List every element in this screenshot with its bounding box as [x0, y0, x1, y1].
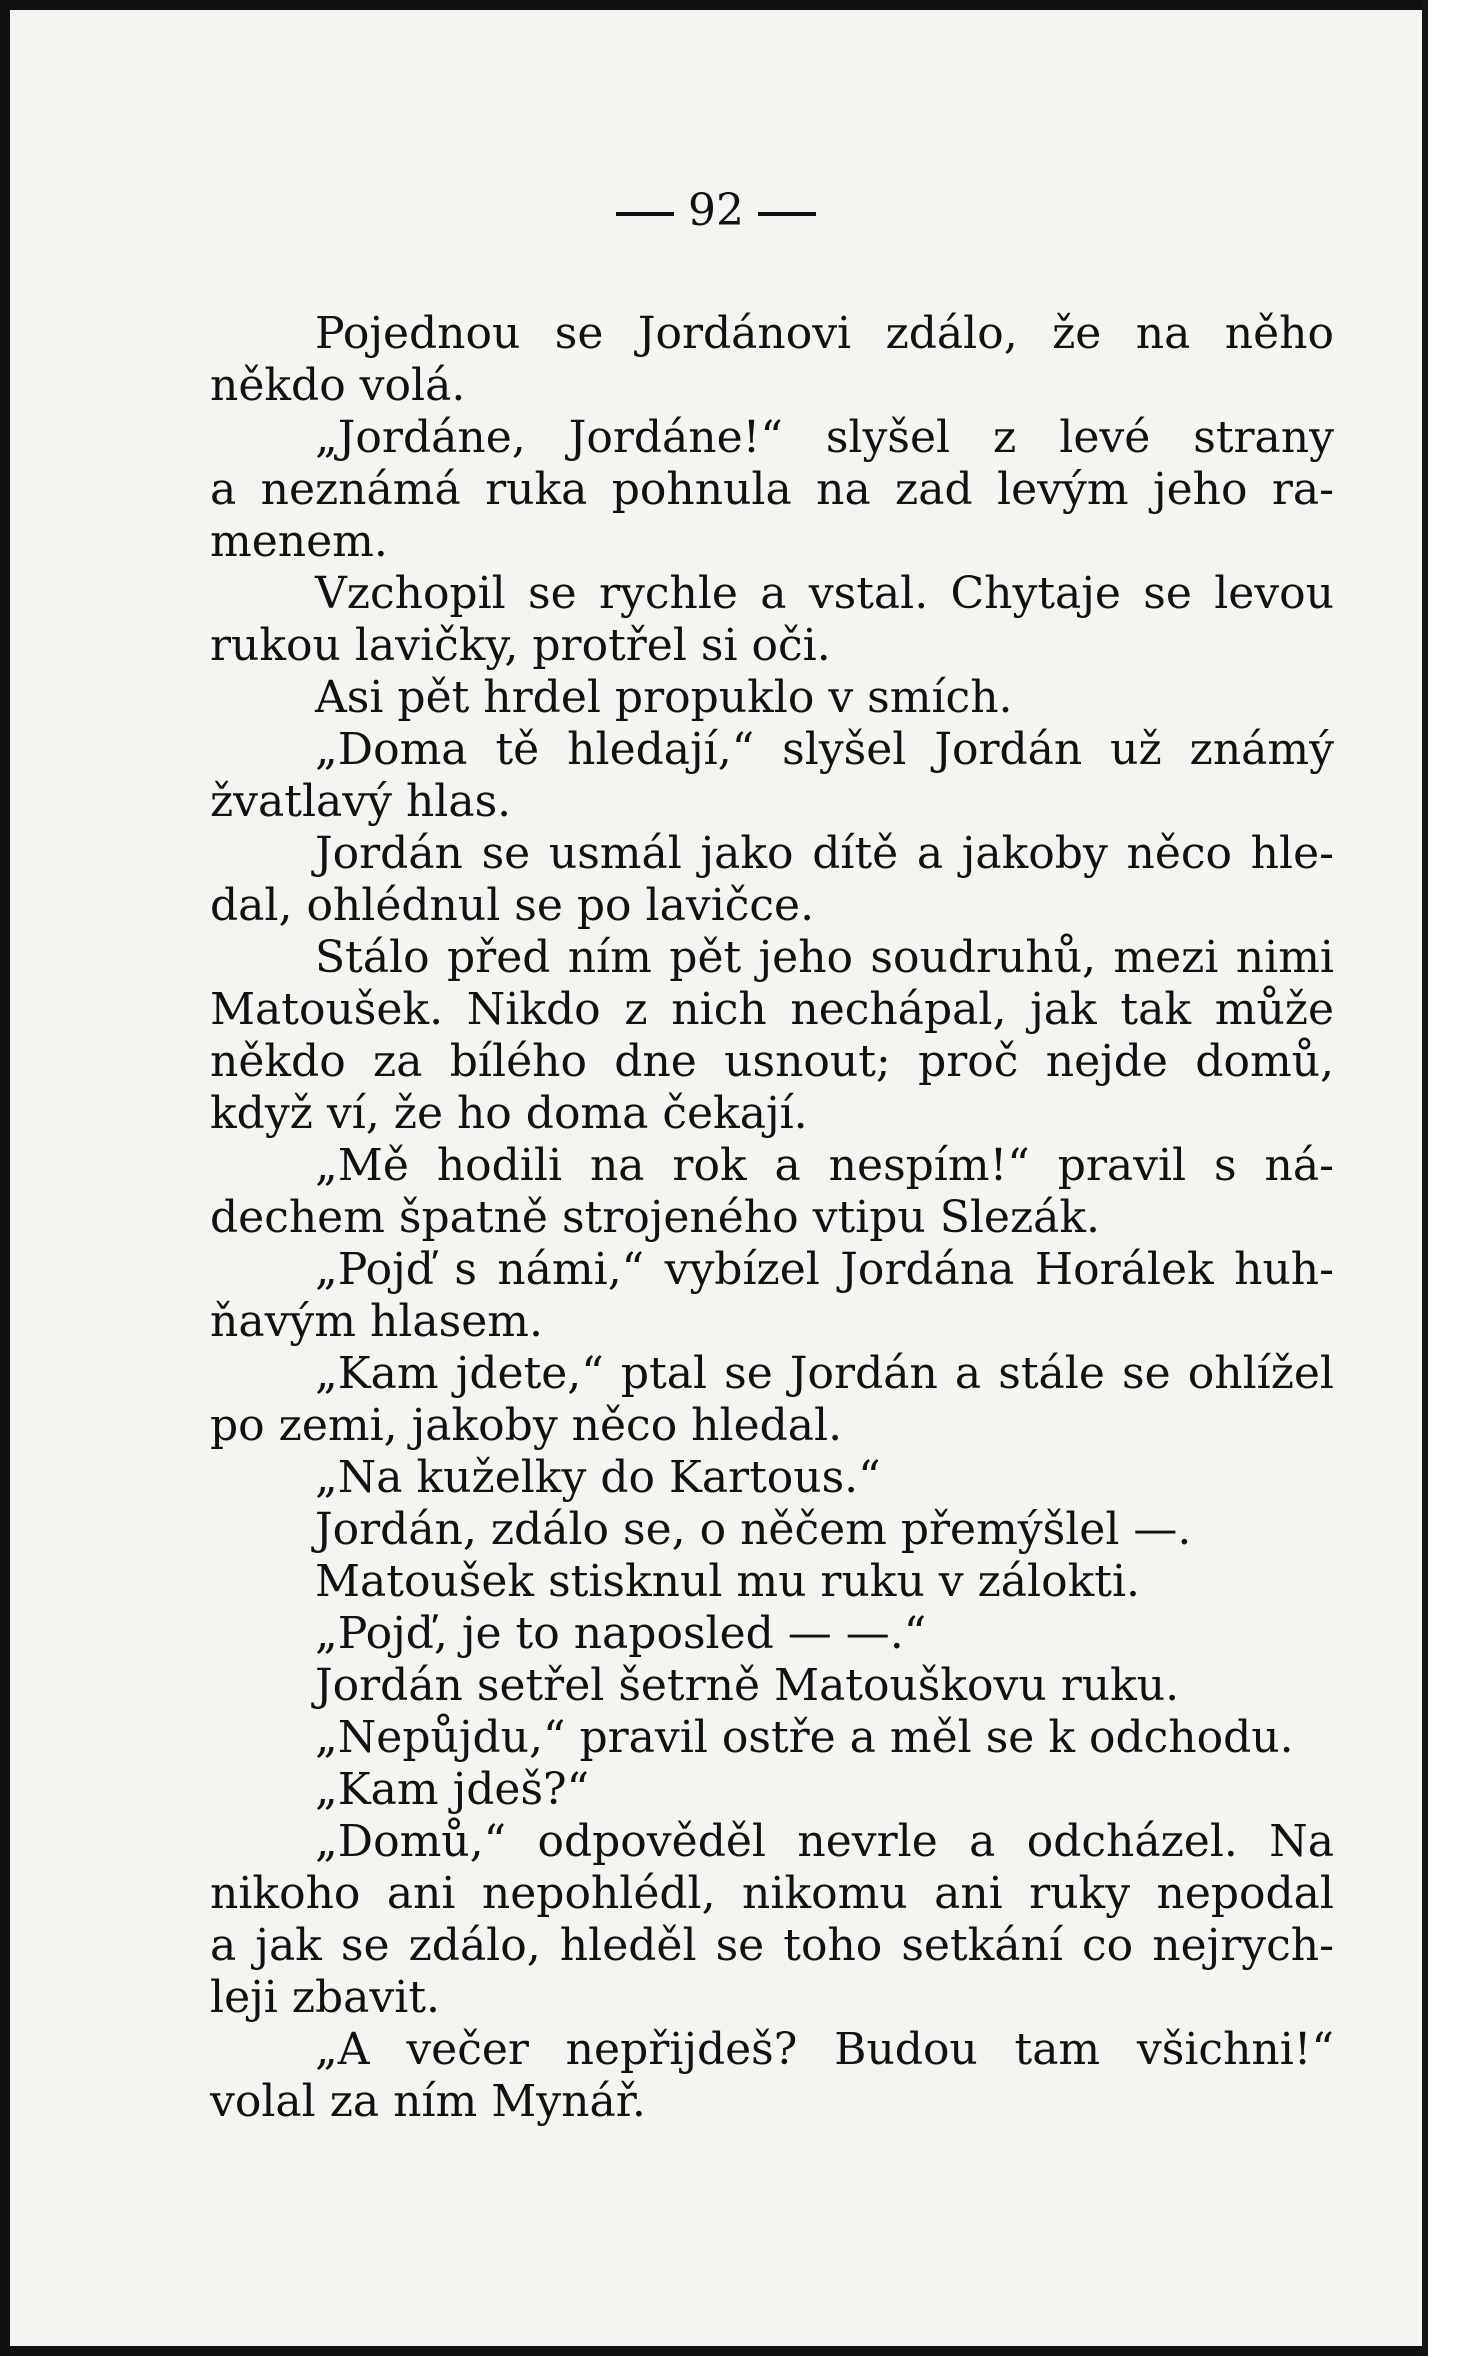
text-line: Stálo před ním pět jeho soudruhů, mezi nimi — [315, 932, 1334, 983]
text-line: leji zbavit. — [210, 1972, 440, 2023]
text-line: žvatlavý hlas. — [210, 776, 512, 827]
left-dash — [616, 212, 674, 216]
text-line: Vzchopil se rychle a vstal. Chytaje se levou — [315, 568, 1334, 619]
scan-edge — [1422, 0, 1469, 2356]
text-line: ňavým hlasem. — [210, 1296, 543, 1347]
page-number-header — [10, 185, 1422, 236]
text-line: nikoho ani nepohlédl, nikomu ani ruky nepodal — [210, 1868, 1334, 1919]
text-line: a jak se zdálo, hleděl se toho setkání co nejrych- — [210, 1920, 1334, 1971]
text-line: dechem špatně strojeného vtipu Slezák. — [210, 1192, 1101, 1243]
text-line: když ví, že ho doma čekají. — [210, 1088, 808, 1139]
text-line: „Kam jdeš?“ — [315, 1764, 590, 1815]
text-line: volal za ním Mynář. — [210, 2076, 646, 2127]
text-line: Jordán, zdálo se, o něčem přemýšlel —. — [315, 1504, 1192, 1555]
text-line: „Pojď s námi,“ vybízel Jordána Horálek huh- — [315, 1244, 1334, 1295]
text-line: Matoušek stisknul mu ruku v zálokti. — [315, 1556, 1140, 1607]
text-line: Pojednou se Jordánovi zdálo, že na něho — [315, 308, 1334, 359]
text-line: „Kam jdete,“ ptal se Jordán a stále se ohlížel — [315, 1348, 1334, 1399]
page-number: 92 — [688, 185, 744, 236]
text-line: menem. — [210, 516, 388, 567]
text-line: „Doma tě hledají,“ slyšel Jordán už známý — [315, 724, 1334, 775]
text-line: Jordán se usmál jako dítě a jakoby něco hle- — [315, 828, 1334, 879]
text-line: „Mě hodili na rok a nespím!“ pravil s ná- — [315, 1140, 1334, 1191]
text-line: „Domů,“ odpověděl nevrle a odcházel. Na — [315, 1816, 1334, 1867]
text-line: Matoušek. Nikdo z nich nechápal, jak tak může — [210, 984, 1334, 1035]
text-line: Jordán setřel šetrně Matouškovu ruku. — [315, 1660, 1180, 1711]
text-line: „Jordáne, Jordáne!“ slyšel z levé strany — [315, 412, 1334, 463]
body-text — [210, 308, 1334, 2128]
text-line: „A večer nepřijdeš? Budou tam všichni!“ — [315, 2024, 1334, 2075]
text-line: dal, ohlédnul se po lavičce. — [210, 880, 815, 931]
text-line: po zemi, jakoby něco hledal. — [210, 1400, 843, 1451]
text-line: a neznámá ruka pohnula na zad levým jeho ra- — [210, 464, 1334, 515]
text-line: někdo volá. — [210, 360, 466, 411]
text-line: rukou lavičky, protřel si oči. — [210, 620, 831, 671]
right-dash — [758, 212, 816, 216]
text-line: někdo za bílého dne usnout; proč nejde domů, — [210, 1036, 1334, 1087]
book-page — [10, 10, 1422, 2346]
text-line: Asi pět hrdel propuklo v smích. — [315, 672, 1013, 723]
text-line: „Pojď, je to naposled — —.“ — [315, 1608, 927, 1659]
text-line: „Na kuželky do Kartous.“ — [315, 1452, 881, 1503]
text-line: „Nepůjdu,“ pravil ostře a měl se k odchodu. — [315, 1712, 1294, 1763]
